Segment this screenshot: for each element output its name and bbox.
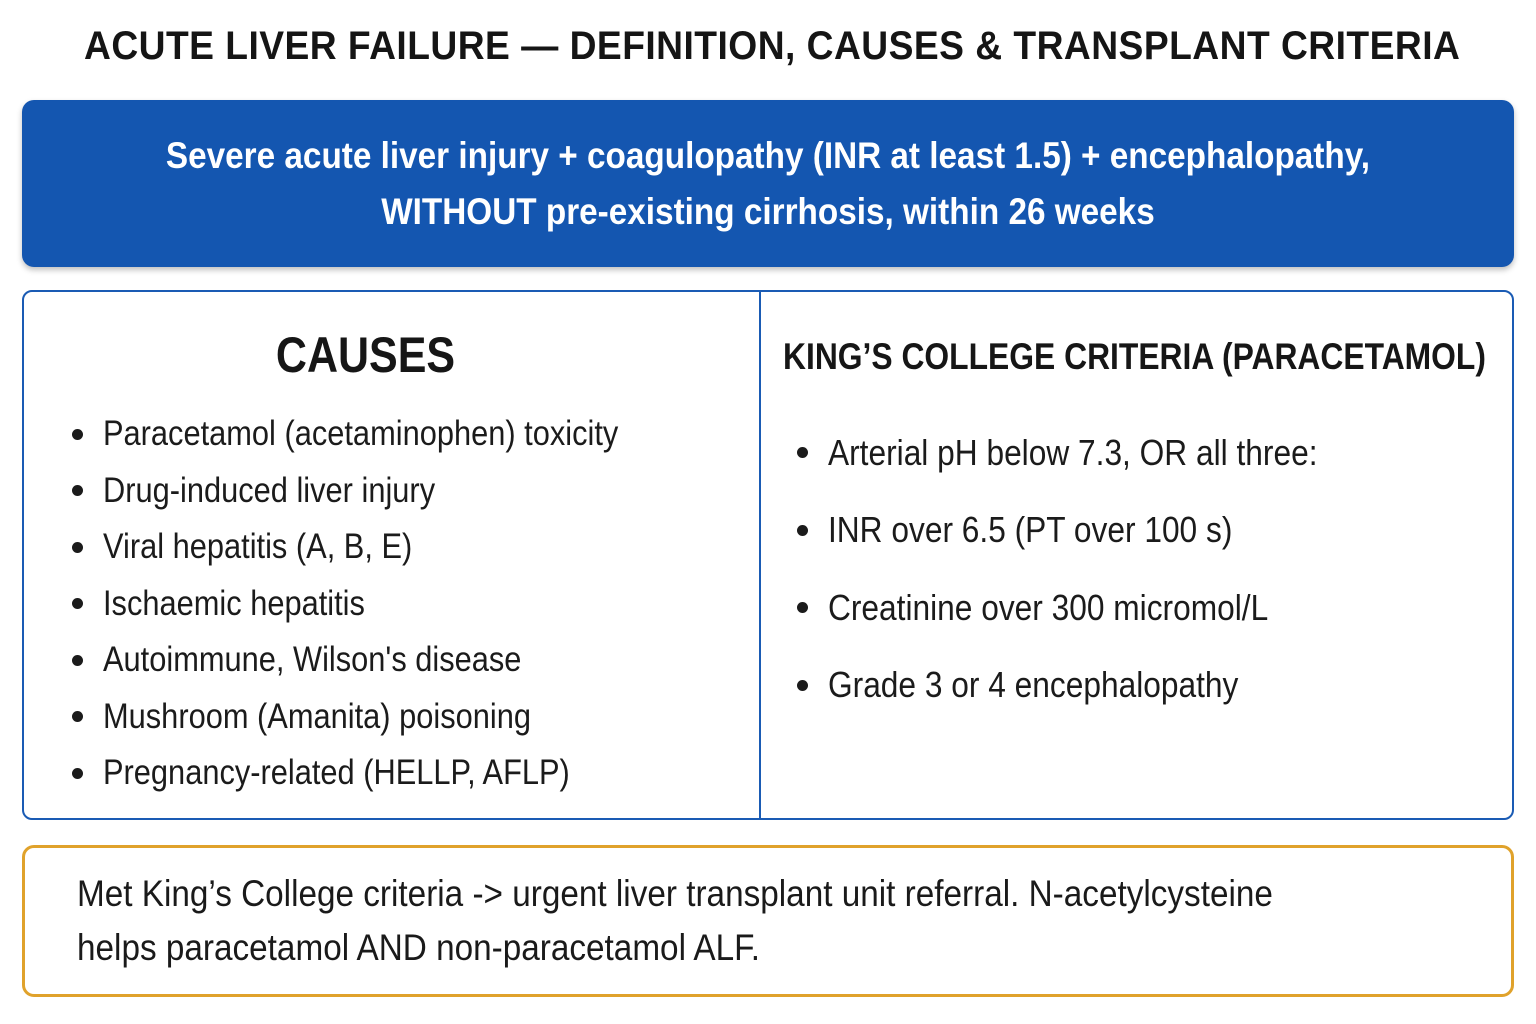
bullet-icon (72, 598, 83, 609)
list-item: Ischaemic hepatitis (72, 576, 689, 633)
list-item: INR over 6.5 (PT over 100 s) (797, 492, 1384, 570)
bullet-icon (72, 485, 83, 496)
bullet-icon (72, 655, 83, 666)
referral-note-text: Met King’s College criteria -> urgent liver transplant unit referral. N-acetylcysteine helps paracetamol AND non-paracetamol ALF. (77, 873, 1273, 968)
kings-college-column (761, 292, 1512, 818)
bullet-icon (797, 602, 808, 613)
list-item: Creatinine over 300 micromol/L (797, 569, 1384, 647)
list-item: Paracetamol (acetaminophen) toxicity (72, 406, 689, 463)
list-item: Viral hepatitis (A, B, E) (72, 519, 689, 576)
list-item: Grade 3 or 4 encephalopathy (797, 647, 1384, 725)
kings-college-heading: KING’S COLLEGE CRITERIA (PARACETAMOL) (783, 336, 1486, 377)
bullet-icon (72, 542, 83, 553)
causes-list (72, 406, 689, 802)
bullet-icon (797, 525, 808, 536)
list-item: Arterial pH below 7.3, OR all three: (797, 414, 1384, 492)
bullet-icon (797, 680, 808, 691)
definition-text: Severe acute liver injury + coagulopathy (INR at least 1.5) + encephalopathy, WITHOUT pre-existing cirrhosis, within 26 weeks (165, 134, 1371, 232)
list-item: Pregnancy-related (HELLP, AFLP) (72, 745, 689, 802)
page-title: ACUTE LIVER FAILURE — DEFINITION, CAUSES & TRANSPLANT CRITERIA (84, 24, 1461, 68)
definition-banner (22, 100, 1514, 267)
list-item: Drug-induced liver injury (72, 463, 689, 520)
causes-column (24, 292, 761, 818)
bullet-icon (797, 447, 808, 458)
bullet-icon (72, 768, 83, 779)
bullet-icon (72, 429, 83, 440)
causes-heading: CAUSES (275, 327, 456, 383)
kings-college-list (797, 414, 1384, 724)
list-item: Autoimmune, Wilson's disease (72, 632, 689, 689)
bullet-icon (72, 711, 83, 722)
referral-note-box (22, 845, 1514, 997)
content-panel (22, 290, 1514, 820)
list-item: Mushroom (Amanita) poisoning (72, 689, 689, 746)
